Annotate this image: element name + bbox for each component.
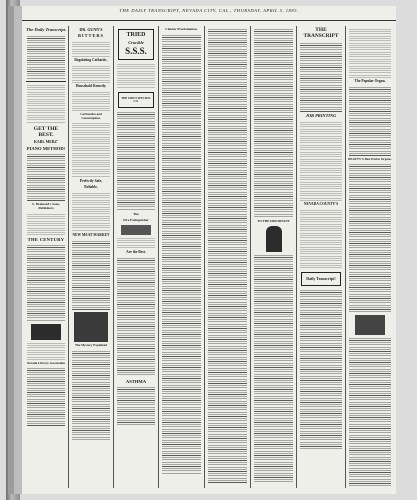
ad-cathartic: Regulating Cathartic, [74,58,108,63]
engraving-illustration [121,225,151,235]
ad-brainard: S. Brainard's Sons, Publishers [32,202,60,210]
text-block [27,153,65,201]
text-block [27,367,65,427]
ad-library-association: Nevada Library Association [26,360,66,365]
page-masthead: THE DAILY TRANSCRIPT, NEVADA CITY, CAL., THURSDAY, APRIL 5, 1883. [22,8,396,21]
ad-nevada-county: NEVADA COUNTY'S [303,201,339,206]
ad-daily-transcript-box [301,272,341,286]
ad-swift-specific-box [118,92,154,108]
column-6 [251,26,297,488]
text-block [72,122,110,178]
ad-fire-extinguisher: Fire Extinguisher [123,218,149,223]
ad-mystery-explained: The Mystery Explained [74,343,108,348]
ad-dr-gunns: DR. GUNN'S [79,27,103,32]
text-block [117,63,155,89]
text-block [72,240,110,310]
ad-reliable: Reliable, [84,185,98,190]
engraving-illustration [74,312,108,342]
column-4 [159,26,205,488]
ad-beatty-organs: BEATTY'S Best Parlor Organs. [348,156,392,161]
newspaper-page [22,6,396,494]
text-block [27,342,65,360]
ad-household-remedy: Household Remedy. [75,84,107,89]
text-block [117,111,155,211]
text-block [300,42,342,112]
text-block [72,192,110,232]
text-block [162,34,201,474]
text-block [27,35,65,79]
column-7 [297,26,346,488]
ad-asthma: ASTHMA [125,378,147,384]
text-block [349,337,391,487]
engraving-illustration [355,315,385,335]
ad-karl-merz: KARL MERZ' [33,140,59,145]
ad-get-the-best: GET THE BEST. [33,125,59,138]
divider [26,81,66,82]
ad-job-printing: JOB PRINTING [305,112,337,118]
text-block [300,289,342,449]
text-block [27,84,65,124]
text-block [117,237,155,249]
text-block [27,244,65,322]
ad-sss: S.S.S. [125,46,147,57]
text-block [349,163,391,313]
text-block [208,28,247,483]
text-block [72,350,110,440]
text-block [349,28,391,78]
column-5 [205,26,251,488]
book-spine [6,0,20,500]
text-block [72,41,110,57]
ad-the-century: THE CENTURY [27,236,65,242]
ad-piano-method: PIANO METHOD! [26,146,66,152]
ad-popular-organ: The Popular Organ. [354,79,386,83]
text-block [72,91,110,111]
text-block [349,86,391,156]
ad-bitters: BITTERS [77,33,105,39]
text-block [27,213,65,235]
ad-tried: TRIED [126,32,146,38]
engraving-illustration [31,324,61,340]
text-block [254,254,293,484]
text-block [300,209,342,269]
column-4-title: Chester Proclamation. [165,27,198,31]
text-block [117,257,155,377]
text-block [72,65,110,83]
column-3 [114,26,159,488]
column-1 [24,26,69,488]
portrait-illustration [266,226,282,252]
ad-swift-specific: THE SWIFT SPECIFIC CO. [121,97,151,104]
ad-carbuncles: Carbuncles and Consumption. [80,112,102,120]
text-block [254,28,293,218]
text-block [300,121,342,201]
column-8 [346,26,394,488]
column-1-title: The Daily Transcript. [26,27,66,32]
ad-daily-transcript: Daily Transcript! [306,275,336,281]
ad-perfectly-safe: Perfectly Safe, [79,179,103,184]
ad-are-the-best: Are the Best. [126,249,146,254]
ad-new-meat-market: NEW MEAT MARKET [72,233,110,238]
ad-sss-box [118,29,154,60]
ad-the: The [133,212,139,217]
ad-crucible: Crucible [128,39,144,45]
column-6-title: TO THE IMPORTANT [257,219,290,223]
column-2 [69,26,114,488]
column-7-title: THE TRANSCRIPT [303,27,339,39]
text-block [117,386,155,426]
